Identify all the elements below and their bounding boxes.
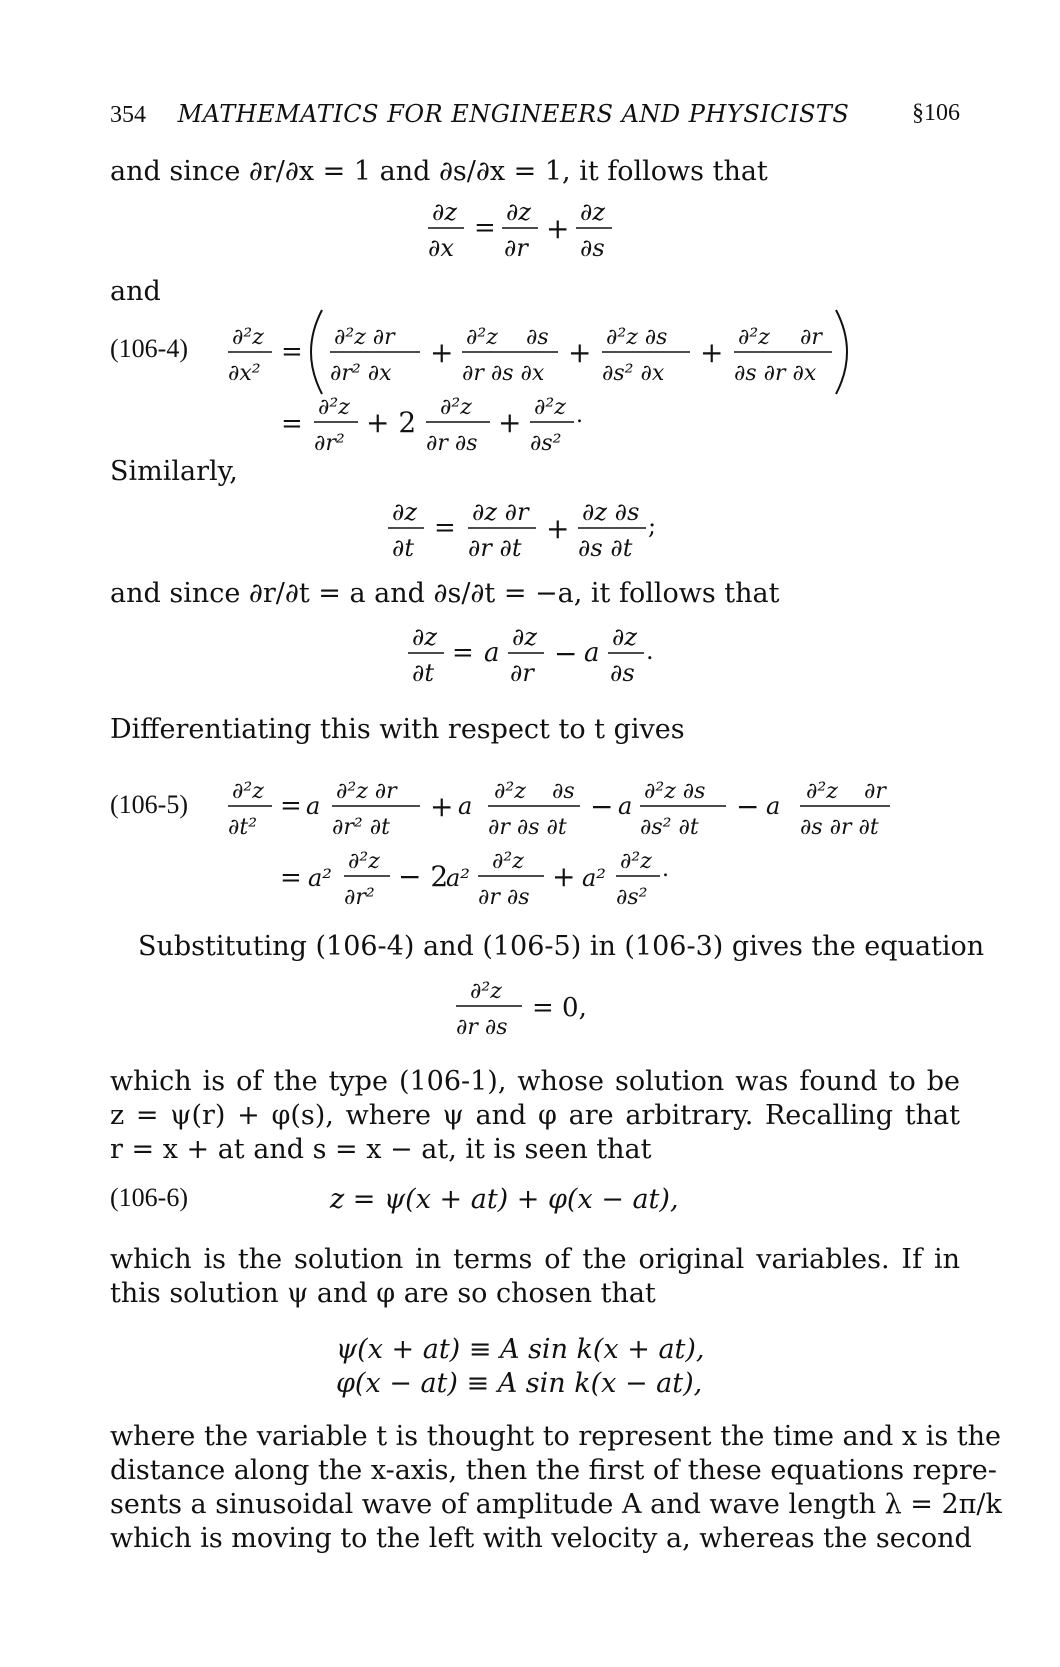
svg-text:∂²z: ∂²z — [738, 325, 770, 350]
svg-text:=: = — [281, 337, 303, 367]
text-line: z = ψ(r) + φ(s), where ψ and φ are arbitrary. Recalling that — [110, 1100, 960, 1131]
svg-text:∂z: ∂z — [506, 198, 532, 226]
svg-text:∂r ∂s: ∂r ∂s — [426, 431, 478, 455]
text-line: which is moving to the left with velocity a, whereas the second — [110, 1523, 972, 1554]
svg-text:∂s²: ∂s² — [530, 431, 562, 455]
running-title: MATHEMATICS FOR ENGINEERS AND PHYSICISTS — [177, 100, 850, 128]
svg-text:=: = — [280, 863, 302, 893]
text-line: distance along the x-axis, then the first of these equations repre- — [110, 1455, 997, 1486]
section-number: §106 — [912, 100, 960, 126]
svg-text:∂²z: ∂²z — [232, 325, 264, 350]
svg-text:.: . — [576, 403, 583, 428]
svg-text:∂²z: ∂²z — [620, 849, 652, 874]
svg-text:∂r² ∂x: ∂r² ∂x — [330, 361, 392, 386]
equation-dzdx — [0, 190, 1060, 270]
svg-text:a: a — [484, 638, 500, 668]
svg-text:.: . — [646, 637, 654, 665]
text-line: Differentiating this with respect to t gives — [110, 714, 685, 745]
svg-text:=: = — [434, 513, 456, 543]
svg-text:+ 2: + 2 — [366, 406, 417, 439]
svg-text:∂r²: ∂r² — [314, 431, 345, 455]
svg-text:+: + — [568, 336, 592, 369]
equation-psi-def: ψ(x + at) ≡ A sin k(x + at), — [336, 1334, 705, 1365]
svg-text:+: + — [546, 212, 570, 245]
svg-text:∂z: ∂z — [392, 498, 418, 526]
equation-phi-def: φ(x − at) ≡ A sin k(x − at), — [336, 1368, 703, 1399]
svg-text:∂z: ∂z — [512, 623, 538, 651]
svg-text:a²: a² — [582, 864, 606, 892]
svg-text:∂²z: ∂²z — [492, 849, 524, 874]
text-line: this solution ψ and φ are so chosen that — [110, 1278, 656, 1309]
equation-dzdt-chain — [0, 490, 1060, 570]
svg-text:=: = — [452, 638, 474, 668]
svg-text:+: + — [552, 860, 576, 893]
svg-text:∂r: ∂r — [864, 779, 886, 804]
svg-text:= 0,: = 0, — [532, 993, 587, 1023]
svg-text:∂z ∂r: ∂z ∂r — [472, 498, 529, 526]
running-header — [110, 100, 960, 129]
svg-text:∂²z: ∂²z — [470, 979, 502, 1004]
svg-text:∂r²: ∂r² — [344, 885, 375, 908]
svg-text:∂s ∂t: ∂s ∂t — [578, 534, 633, 562]
svg-text:∂²z: ∂²z — [440, 395, 472, 420]
svg-text:∂z ∂s: ∂z ∂s — [582, 498, 640, 526]
svg-text:∂²z ∂r: ∂²z ∂r — [336, 779, 397, 804]
svg-text:=: = — [280, 791, 302, 821]
equation-label: (106-5) — [110, 790, 188, 819]
svg-text:a: a — [766, 792, 781, 820]
svg-text:∂s² ∂t: ∂s² ∂t — [640, 815, 699, 840]
equation-label: (106-4) — [110, 334, 188, 363]
svg-text:.: . — [662, 857, 669, 882]
svg-text:∂²z: ∂²z — [348, 849, 380, 874]
svg-text:∂r ∂s: ∂r ∂s — [456, 1015, 508, 1040]
svg-text:∂²z: ∂²z — [534, 395, 566, 420]
equation-dzdt — [0, 615, 1060, 695]
svg-text:∂z: ∂z — [612, 623, 638, 651]
svg-text:a²: a² — [446, 864, 470, 892]
svg-text:∂r: ∂r — [510, 659, 534, 687]
svg-text:∂s: ∂s — [526, 325, 549, 350]
svg-text:∂²z ∂r: ∂²z ∂r — [334, 325, 395, 350]
svg-text:+: + — [498, 406, 522, 439]
equation-106-5 — [0, 758, 1060, 908]
text-line: and since ∂r/∂x = 1 and ∂s/∂x = 1, it follows that — [110, 156, 768, 187]
svg-text:a: a — [618, 792, 633, 820]
svg-text:∂²z: ∂²z — [466, 325, 498, 350]
svg-text:− 2: − 2 — [398, 860, 449, 893]
svg-text:∂r: ∂r — [800, 325, 822, 350]
svg-text:∂x: ∂x — [428, 234, 454, 262]
svg-text:∂s: ∂s — [610, 659, 635, 687]
svg-text:∂r² ∂t: ∂r² ∂t — [332, 815, 390, 840]
equation-label: (106-6) — [110, 1183, 188, 1212]
svg-text:∂z: ∂z — [432, 198, 458, 226]
svg-text:−: − — [590, 790, 614, 823]
svg-text:∂r: ∂r — [504, 234, 528, 262]
svg-text:−: − — [736, 790, 760, 823]
equation-mixed-zero — [0, 968, 1060, 1048]
text-line: r = x + at and s = x − at, it is seen that — [110, 1134, 652, 1165]
text-line: Substituting (106-4) and (106-5) in (106-3) gives the equation — [138, 931, 985, 962]
svg-text:∂s: ∂s — [552, 779, 575, 804]
svg-text:+: + — [700, 336, 724, 369]
svg-text:+: + — [546, 512, 570, 545]
text-line: which is the solution in terms of the original variables. If in — [110, 1244, 960, 1275]
svg-text:∂z: ∂z — [412, 623, 438, 651]
svg-text:a: a — [458, 792, 473, 820]
svg-text:∂s² ∂x: ∂s² ∂x — [602, 361, 665, 386]
svg-text:∂t: ∂t — [412, 659, 435, 687]
text-line: sents a sinusoidal wave of amplitude A and wave length λ = 2π/k — [110, 1489, 1002, 1520]
page-number: 354 — [110, 102, 146, 128]
svg-text:∂r ∂s ∂x: ∂r ∂s ∂x — [462, 361, 545, 386]
svg-text:+: + — [430, 336, 454, 369]
svg-text:∂x²: ∂x² — [228, 361, 261, 386]
text-line: which is of the type (106-1), whose solution was found to be — [110, 1066, 960, 1097]
svg-text:∂²z ∂s: ∂²z ∂s — [644, 779, 706, 804]
svg-text:∂²z: ∂²z — [494, 779, 526, 804]
svg-text:∂t: ∂t — [392, 534, 415, 562]
svg-text:∂s ∂r ∂x: ∂s ∂r ∂x — [734, 361, 817, 386]
text-line: and — [110, 276, 161, 307]
svg-text:−: − — [554, 637, 578, 670]
svg-text:=: = — [474, 213, 496, 243]
svg-text:a: a — [584, 638, 600, 668]
svg-text:∂²z ∂s: ∂²z ∂s — [606, 325, 668, 350]
text-line: where the variable t is thought to represent the time and x is the — [110, 1421, 1002, 1452]
svg-text:∂s ∂r ∂t: ∂s ∂r ∂t — [800, 815, 879, 840]
svg-text:;: ; — [648, 512, 657, 540]
svg-text:∂t²: ∂t² — [228, 815, 258, 840]
svg-text:∂²z: ∂²z — [232, 779, 264, 804]
svg-text:∂²z: ∂²z — [806, 779, 838, 804]
svg-text:∂²z: ∂²z — [318, 395, 350, 420]
svg-text:∂r ∂t: ∂r ∂t — [468, 534, 522, 562]
svg-text:∂s: ∂s — [580, 234, 605, 262]
equation-106-4 — [0, 300, 1060, 455]
svg-text:=: = — [281, 409, 303, 439]
svg-text:∂r ∂s: ∂r ∂s — [478, 885, 530, 908]
svg-text:∂s²: ∂s² — [616, 885, 648, 908]
svg-text:a²: a² — [308, 864, 332, 892]
text-line: Similarly, — [110, 456, 238, 487]
text-line: and since ∂r/∂t = a and ∂s/∂t = −a, it follows that — [110, 578, 780, 609]
svg-text:∂r ∂s ∂t: ∂r ∂s ∂t — [488, 815, 567, 840]
svg-text:a: a — [306, 792, 321, 820]
svg-text:∂z: ∂z — [580, 198, 606, 226]
svg-text:+: + — [430, 790, 454, 823]
equation-106-6: z = ψ(x + at) + φ(x − at), — [330, 1184, 679, 1215]
